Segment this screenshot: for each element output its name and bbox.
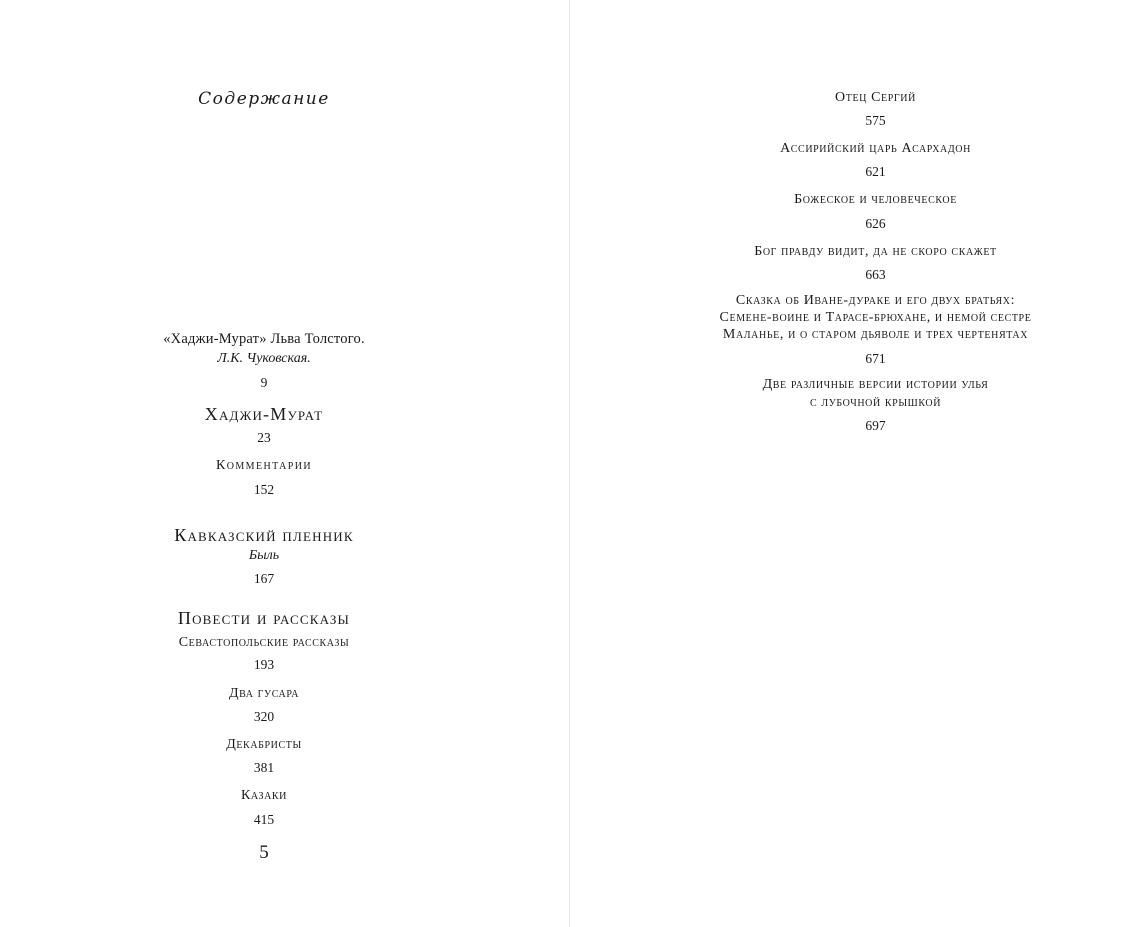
essay-author: Л.К. Чуковская.	[217, 351, 311, 366]
essay-title: «Хаджи-Мурат» Льва Толстого.	[163, 331, 365, 347]
entry-page-number: 626	[865, 216, 886, 231]
story-page-number: 415	[253, 812, 275, 827]
contents-heading: Содержание	[198, 89, 330, 109]
story-title: Севастопольские рассказы	[178, 635, 350, 650]
page-folio: 5	[259, 842, 269, 863]
hadji-murat-title: Хаджи-Мурат	[204, 404, 324, 424]
entry-title-line: Две различные версии истории улья	[762, 377, 989, 392]
story-page-number: 381	[253, 760, 275, 775]
story-page-number: 320	[253, 709, 275, 724]
prisoner-title: Кавказский пленник	[174, 525, 354, 545]
entry-title-line: Сказка об Иване-дураке и его двух братьях:	[735, 293, 1016, 308]
story-title: Два гусара	[228, 686, 300, 701]
entry-title: Отец Сергий	[835, 90, 916, 105]
hadji-murat-page-number: 23	[257, 430, 271, 445]
entry-title-line: Маланье, и о старом дьяволе и трех чертенятах	[722, 327, 1029, 342]
prisoner-subtitle: Быль	[248, 548, 280, 563]
entry-title-line: Семене-воине и Тарасе-брюхане, и немой сестре	[719, 310, 1032, 325]
left-page	[0, 0, 570, 927]
entry-page-number: 697	[865, 418, 886, 433]
entry-page-number: 663	[865, 267, 886, 282]
story-page-number: 193	[253, 657, 275, 672]
entry-title: Божеское и человеческое	[794, 192, 957, 207]
entry-title: Ассирийский царь Асархадон	[780, 141, 971, 156]
entry-page-number: 575	[865, 113, 886, 128]
stories-section-title: Повести и рассказы	[177, 608, 351, 628]
story-title: Казаки	[240, 788, 288, 803]
entry-title-line: с лубочной крышкой	[809, 395, 942, 410]
essay-page-number: 9	[260, 375, 268, 390]
comments-title: Комментарии	[216, 458, 312, 473]
comments-page-number: 152	[253, 482, 275, 497]
story-title: Декабристы	[226, 737, 302, 752]
right-page	[571, 0, 1144, 927]
entry-page-number: 621	[865, 164, 886, 179]
prisoner-page-number: 167	[253, 571, 275, 586]
entry-title: Бог правду видит, да не скоро скажет	[754, 244, 997, 259]
entry-page-number: 671	[865, 351, 886, 366]
